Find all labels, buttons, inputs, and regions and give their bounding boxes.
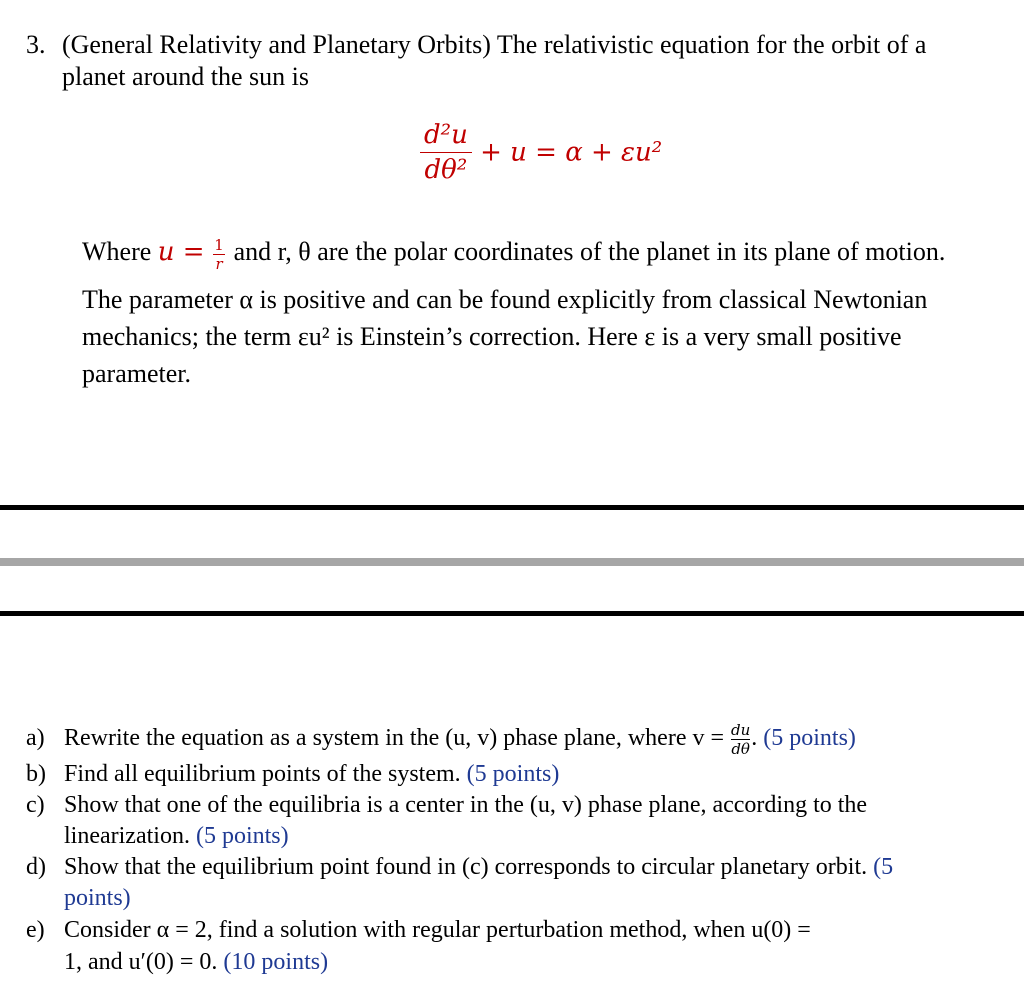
task-c-label: c) bbox=[26, 792, 45, 818]
para-line-3: mechanics; the term εu² is Einstein’s correction. Here ε is a very small positive bbox=[82, 322, 902, 351]
rule-top bbox=[0, 505, 1024, 510]
equation-fraction bbox=[420, 120, 472, 185]
task-b-points: (5 points) bbox=[466, 761, 560, 787]
where-rest: and r, θ are the polar coordinates of the planet in its plane of motion. bbox=[233, 237, 946, 266]
problem-number: 3. bbox=[26, 30, 46, 59]
where-line bbox=[82, 236, 945, 272]
task-c bbox=[26, 791, 867, 819]
task-b bbox=[26, 760, 559, 788]
task-d-points-2: points) bbox=[64, 885, 131, 911]
task-a-label: a) bbox=[26, 725, 45, 752]
para-line-4: parameter. bbox=[82, 359, 191, 388]
equation-rhs: + u = α + εu² bbox=[480, 137, 663, 168]
task-a bbox=[26, 722, 856, 757]
where-frac-den: r bbox=[215, 254, 223, 273]
equation-numerator: d²u bbox=[424, 120, 468, 150]
task-a-after: . bbox=[751, 725, 758, 752]
task-a-text: Rewrite the equation as a system in the (u, v) phase plane, where v = bbox=[64, 725, 724, 752]
task-d-points-1: (5 bbox=[873, 854, 894, 880]
equation-denominator: dθ² bbox=[424, 155, 468, 185]
task-e-cont bbox=[64, 948, 328, 976]
task-e bbox=[26, 916, 811, 944]
task-d-line1: Show that the equilibrium point found in (c) corresponds to circular planetary orbit. bbox=[64, 854, 868, 880]
task-a-points: (5 points) bbox=[763, 725, 856, 752]
problem-heading-cont: planet around the sun is bbox=[62, 62, 309, 91]
task-e-line1: Consider α = 2, find a solution with regular perturbation method, when u(0) = bbox=[64, 917, 811, 943]
task-b-label: b) bbox=[26, 761, 46, 787]
task-b-text: Find all equilibrium points of the system. bbox=[64, 761, 461, 787]
where-fraction bbox=[213, 237, 225, 272]
task-a-fraction bbox=[731, 722, 750, 757]
task-c-points: (5 points) bbox=[195, 823, 289, 849]
task-c-line1: Show that one of the equilibria is a center in the (u, v) phase plane, according to the bbox=[64, 792, 868, 818]
main-equation bbox=[420, 120, 662, 185]
task-e-points: (10 points) bbox=[223, 949, 329, 975]
task-d bbox=[26, 853, 893, 881]
where-u-eq: u = bbox=[157, 237, 205, 267]
task-c-line2: linearization. bbox=[64, 823, 190, 849]
rule-middle bbox=[0, 558, 1024, 566]
where-prefix: Where bbox=[82, 237, 152, 266]
rule-bottom bbox=[0, 611, 1024, 616]
problem-heading: (General Relativity and Planetary Orbits) The relativistic equation for the orbit of a bbox=[62, 30, 927, 59]
where-frac-num: 1 bbox=[214, 235, 224, 254]
task-a-frac-num: du bbox=[731, 721, 751, 739]
para-line-2: The parameter α is positive and can be found explicitly from classical Newtonian bbox=[82, 285, 928, 314]
task-e-label: e) bbox=[26, 917, 45, 943]
task-a-frac-den: dθ bbox=[731, 740, 750, 758]
task-d-label: d) bbox=[26, 854, 46, 880]
task-c-cont bbox=[64, 822, 289, 850]
task-e-line2: 1, and u′(0) = 0. bbox=[64, 949, 218, 975]
